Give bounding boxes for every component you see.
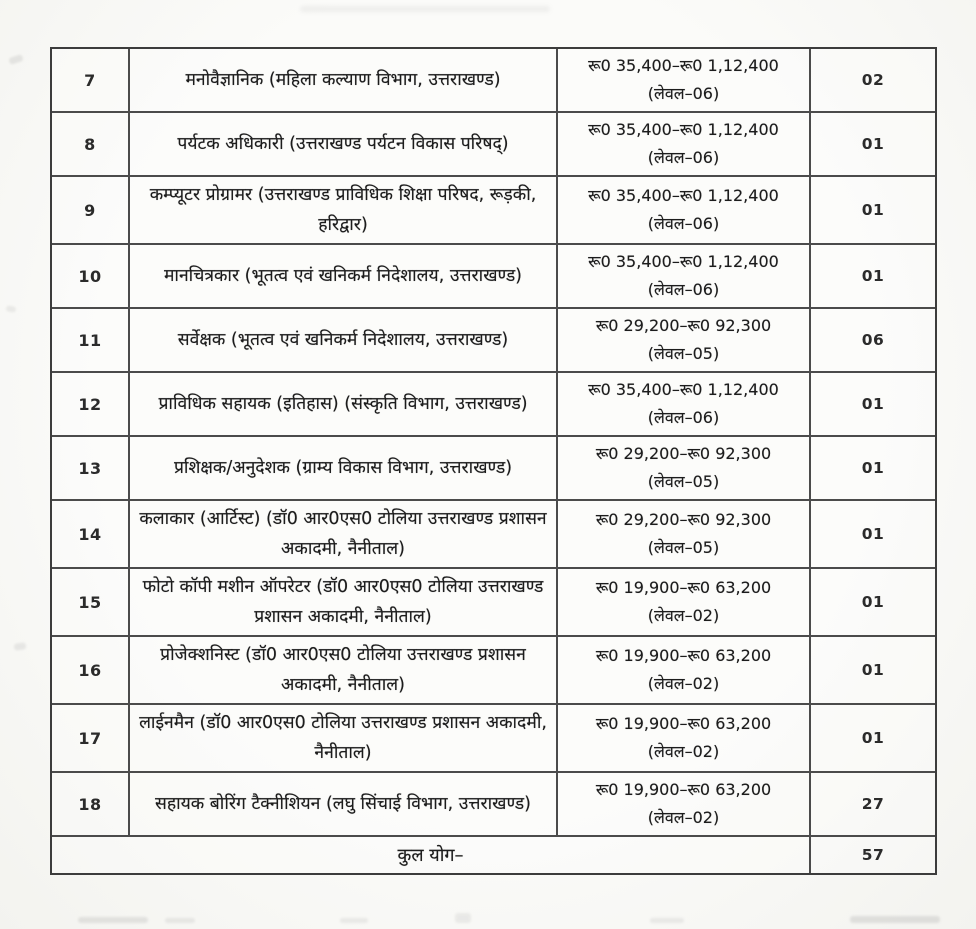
- pay-scale-cell: [556, 177, 809, 243]
- table-row: [52, 177, 935, 245]
- table-row: [52, 705, 935, 773]
- vacancy-table: [50, 47, 937, 875]
- post-title-cell: सर्वेक्षक (भूतत्व एवं खनिकर्म निदेशालय, उत्तराखण्ड): [128, 309, 556, 371]
- post-title-cell: कम्प्यूटर प्रोग्रामर (उत्तराखण्ड प्राविधिक शिक्षा परिषद, रूड़की, हरिद्वार): [128, 177, 556, 243]
- scan-artifact-top: [300, 6, 550, 12]
- pay-level-text: (लेवल–02): [647, 742, 720, 761]
- pay-level-text: (लेवल–02): [647, 606, 720, 625]
- pay-level-text: (लेवल–05): [647, 538, 720, 557]
- pay-scale-cell: [556, 437, 809, 499]
- pay-level-text: (लेवल–06): [647, 214, 720, 233]
- serial-cell: 16: [78, 660, 102, 680]
- serial-cell: 11: [78, 330, 102, 350]
- pay-scale-cell: [556, 569, 809, 635]
- pay-range-text: रू0 19,900–रू0 63,200: [595, 780, 772, 799]
- post-title-cell: प्रोजेक्शनिस्ट (डॉ0 आर0एस0 टोलिया उत्तराखण्ड प्रशासन अकादमी, नैनीताल): [128, 637, 556, 703]
- table-row: [52, 773, 935, 837]
- serial-cell: 14: [78, 524, 102, 544]
- table-row: [52, 245, 935, 309]
- total-label-cell: कुल योग–: [397, 845, 464, 866]
- pay-range-text: रू0 35,400–रू0 1,12,400: [588, 186, 779, 205]
- pay-scale-cell: [556, 373, 809, 435]
- serial-cell: 8: [84, 134, 96, 154]
- vacancy-count-cell: 01: [809, 437, 935, 499]
- vacancy-count-cell: 27: [809, 773, 935, 835]
- post-title-cell: मानचित्रकार (भूतत्व एवं खनिकर्म निदेशालय, उत्तराखण्ड): [128, 245, 556, 307]
- pay-level-text: (लेवल–06): [647, 280, 720, 299]
- pay-scale-cell: [556, 245, 809, 307]
- post-title-cell: पर्यटक अधिकारी (उत्तराखण्ड पर्यटन विकास परिषद्): [128, 113, 556, 175]
- serial-cell: 7: [84, 70, 96, 90]
- vacancy-count-cell: 02: [809, 49, 935, 111]
- pay-scale-cell: [556, 113, 809, 175]
- vacancy-count-cell: 01: [809, 373, 935, 435]
- vacancy-count-cell: 01: [809, 501, 935, 567]
- post-title-cell: प्रशिक्षक/अनुदेशक (ग्राम्य विकास विभाग, उत्तराखण्ड): [128, 437, 556, 499]
- scan-artifact-bottom-4: [455, 913, 471, 923]
- scan-artifact-bottom-6: [850, 916, 940, 923]
- pay-range-text: रू0 35,400–रू0 1,12,400: [588, 56, 779, 75]
- scan-artifact-bottom-1: [78, 917, 148, 923]
- pay-scale-cell: [556, 773, 809, 835]
- scan-artifact-bottom-2: [165, 918, 195, 923]
- post-title-cell: फोटो कॉपी मशीन ऑपरेटर (डॉ0 आर0एस0 टोलिया उत्तराखण्ड प्रशासन अकादमी, नैनीताल): [128, 569, 556, 635]
- pay-range-text: रू0 19,900–रू0 63,200: [595, 714, 772, 733]
- table-row: [52, 637, 935, 705]
- pay-range-text: रू0 29,200–रू0 92,300: [595, 444, 772, 463]
- serial-cell: 18: [78, 794, 102, 814]
- pay-level-text: (लेवल–02): [647, 808, 720, 827]
- vacancy-count-cell: 01: [809, 245, 935, 307]
- total-count-cell: 57: [809, 837, 935, 873]
- table-row: [52, 437, 935, 501]
- pay-range-text: रू0 35,400–रू0 1,12,400: [588, 252, 779, 271]
- post-title-cell: मनोवैज्ञानिक (महिला कल्याण विभाग, उत्तराखण्ड): [128, 49, 556, 111]
- serial-cell: 17: [78, 728, 102, 748]
- serial-cell: 15: [78, 592, 102, 612]
- serial-cell: 10: [78, 266, 102, 286]
- vacancy-count-cell: 01: [809, 569, 935, 635]
- vacancy-count-cell: 01: [809, 637, 935, 703]
- pay-scale-cell: [556, 309, 809, 371]
- table-row: [52, 501, 935, 569]
- pay-range-text: रू0 29,200–रू0 92,300: [595, 510, 772, 529]
- vacancy-count-cell: 06: [809, 309, 935, 371]
- post-title-cell: कलाकार (आर्टिस्ट) (डॉ0 आर0एस0 टोलिया उत्तराखण्ड प्रशासन अकादमी, नैनीताल): [128, 501, 556, 567]
- vacancy-count-cell: 01: [809, 177, 935, 243]
- pay-range-text: रू0 19,900–रू0 63,200: [595, 646, 772, 665]
- pay-scale-cell: [556, 637, 809, 703]
- vacancy-count-cell: 01: [809, 705, 935, 771]
- pay-range-text: रू0 35,400–रू0 1,12,400: [588, 380, 779, 399]
- post-title-cell: प्राविधिक सहायक (इतिहास) (संस्कृति विभाग, उत्तराखण्ड): [128, 373, 556, 435]
- pay-scale-cell: [556, 49, 809, 111]
- pay-range-text: रू0 35,400–रू0 1,12,400: [588, 120, 779, 139]
- serial-cell: 13: [78, 458, 102, 478]
- serial-cell: 12: [78, 394, 102, 414]
- pay-level-text: (लेवल–05): [647, 472, 720, 491]
- pay-range-text: रू0 29,200–रू0 92,300: [595, 316, 772, 335]
- vacancy-count-cell: 01: [809, 113, 935, 175]
- scan-artifact-bottom-3: [340, 918, 368, 923]
- pay-scale-cell: [556, 501, 809, 567]
- total-row: [52, 837, 935, 873]
- pay-level-text: (लेवल–02): [647, 674, 720, 693]
- post-title-cell: लाईनमैन (डॉ0 आर0एस0 टोलिया उत्तराखण्ड प्रशासन अकादमी, नैनीताल): [128, 705, 556, 771]
- pay-level-text: (लेवल–06): [647, 408, 720, 427]
- scan-artifact-margin-1: [8, 54, 23, 65]
- table-row: [52, 49, 935, 113]
- pay-level-text: (लेवल–06): [647, 84, 720, 103]
- table-row: [52, 113, 935, 177]
- table-row: [52, 569, 935, 637]
- pay-range-text: रू0 19,900–रू0 63,200: [595, 578, 772, 597]
- scan-artifact-margin-2: [6, 305, 17, 313]
- scan-artifact-bottom-5: [650, 918, 684, 923]
- table-row: [52, 309, 935, 373]
- table-row: [52, 373, 935, 437]
- scan-artifact-margin-3: [14, 642, 27, 651]
- pay-scale-cell: [556, 705, 809, 771]
- post-title-cell: सहायक बोरिंग टैक्नीशियन (लघु सिंचाई विभाग, उत्तराखण्ड): [128, 773, 556, 835]
- pay-level-text: (लेवल–05): [647, 344, 720, 363]
- serial-cell: 9: [84, 200, 96, 220]
- pay-level-text: (लेवल–06): [647, 148, 720, 167]
